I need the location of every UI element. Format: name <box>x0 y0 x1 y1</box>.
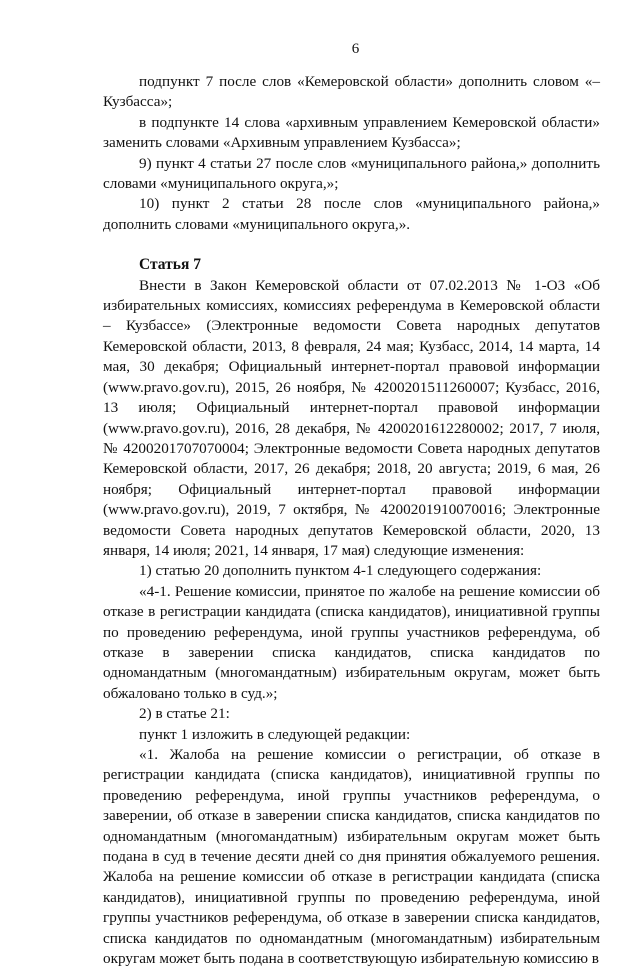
paragraph-point-1-intro: пункт 1 изложить в следующей редакции: <box>139 725 411 743</box>
paragraph-quote-1: «1. Жалоба на решение комиссии о регистрации, об отказе в регистрации кандидата (списка кандидатов), инициативной группы по проведению референдума, иной группы участников референдума, о заверении, об отказе в заверении списка кандидатов, списка кандидатов по одномандатным (многомандатным) избирательным округам может быть подана в суд в течение десяти дней со дня принятия обжалуемого решения. Жалоба на решение комиссии об отказе в регистрации кандидата (списка кандидатов), инициативной группы по проведению референдума, иной группы участников референдума, об отказе в заверении списка кандидатов, списка кандидатов по одномандатным (многомандатным) избирательным округам может быть подана в соответствующую избирательную комиссию в <box>103 746 600 968</box>
paragraph-intro: Внести в Закон Кемеровской области от 07.02.2013 № 1-ОЗ «Об избирательных комиссиях, комиссиях референдума в Кемеровской области – Кузбассе» (Электронные ведомости Совета народных депутатов Кемеровской области, 2013, 8 февраля, 24 мая; Кузбасс, 2014, 14 марта, 14 мая, 30 декабря; Официальный интернет-портал правовой информации (www.pravo.gov.ru), 2015, 26 ноября, № 4200201511260007; Кузбасс, 2016, 13 июля; Официальный интернет-портал правовой информации (www.pravo.gov.ru), 2016, 28 декабря, № 4200201612280002; 2017, 7 июля, № 4200201707070004; Электронные ведомости Совета народных депутатов Кемеровской области, 2017, 26 декабря; 2018, 20 августа; 2019, 6 мая, 26 ноября; Официальный интернет-портал правовой информации (www.pravo.gov.ru), 2019, 7 октября, № 4200201910070016; Электронные ведомости Совета народных депутатов Кемеровской области, 2020, 13 января, 14 июля; 2021, 14 января, 17 мая) следующие изменения: <box>103 276 600 559</box>
article-heading: Статья 7 <box>139 256 201 274</box>
page-number: 6 <box>351 41 360 57</box>
paragraph-item-2: 2) в статье 21: <box>139 705 230 723</box>
section-gap <box>103 235 600 255</box>
paragraph-item-10: 10) пункт 2 статьи 28 после слов «муниципального района,» дополнить словами «муниципального округа,». <box>103 195 600 233</box>
paragraph-item-9: 9) пункт 4 статьи 27 после слов «муниципального района,» дополнить словами «муниципального округа,»; <box>103 154 600 193</box>
paragraph-subitem-14: в подпункте 14 слова «архивным управлением Кемеровской области» заменить словами «Архивным управлением Кузбасса»; <box>103 113 600 152</box>
paragraph-quote-4-1: «4-1. Решение комиссии, принятое по жалобе на решение комиссии об отказе в регистрации кандидата (списка кандидатов), инициативной группы по проведению референдума, иной группы участников референдума, об отказе в заверении списка кандидатов, списка кандидатов по одномандатным (многомандатным) избирательным округам, может быть обжаловано только в суд.»; <box>103 582 600 702</box>
paragraph-subitem-7: подпункт 7 после слов «Кемеровской области» дополнить словом «– Кузбасса»; <box>103 73 600 111</box>
paragraph-item-1: 1) статью 20 дополнить пунктом 4-1 следующего содержания: <box>139 562 542 580</box>
